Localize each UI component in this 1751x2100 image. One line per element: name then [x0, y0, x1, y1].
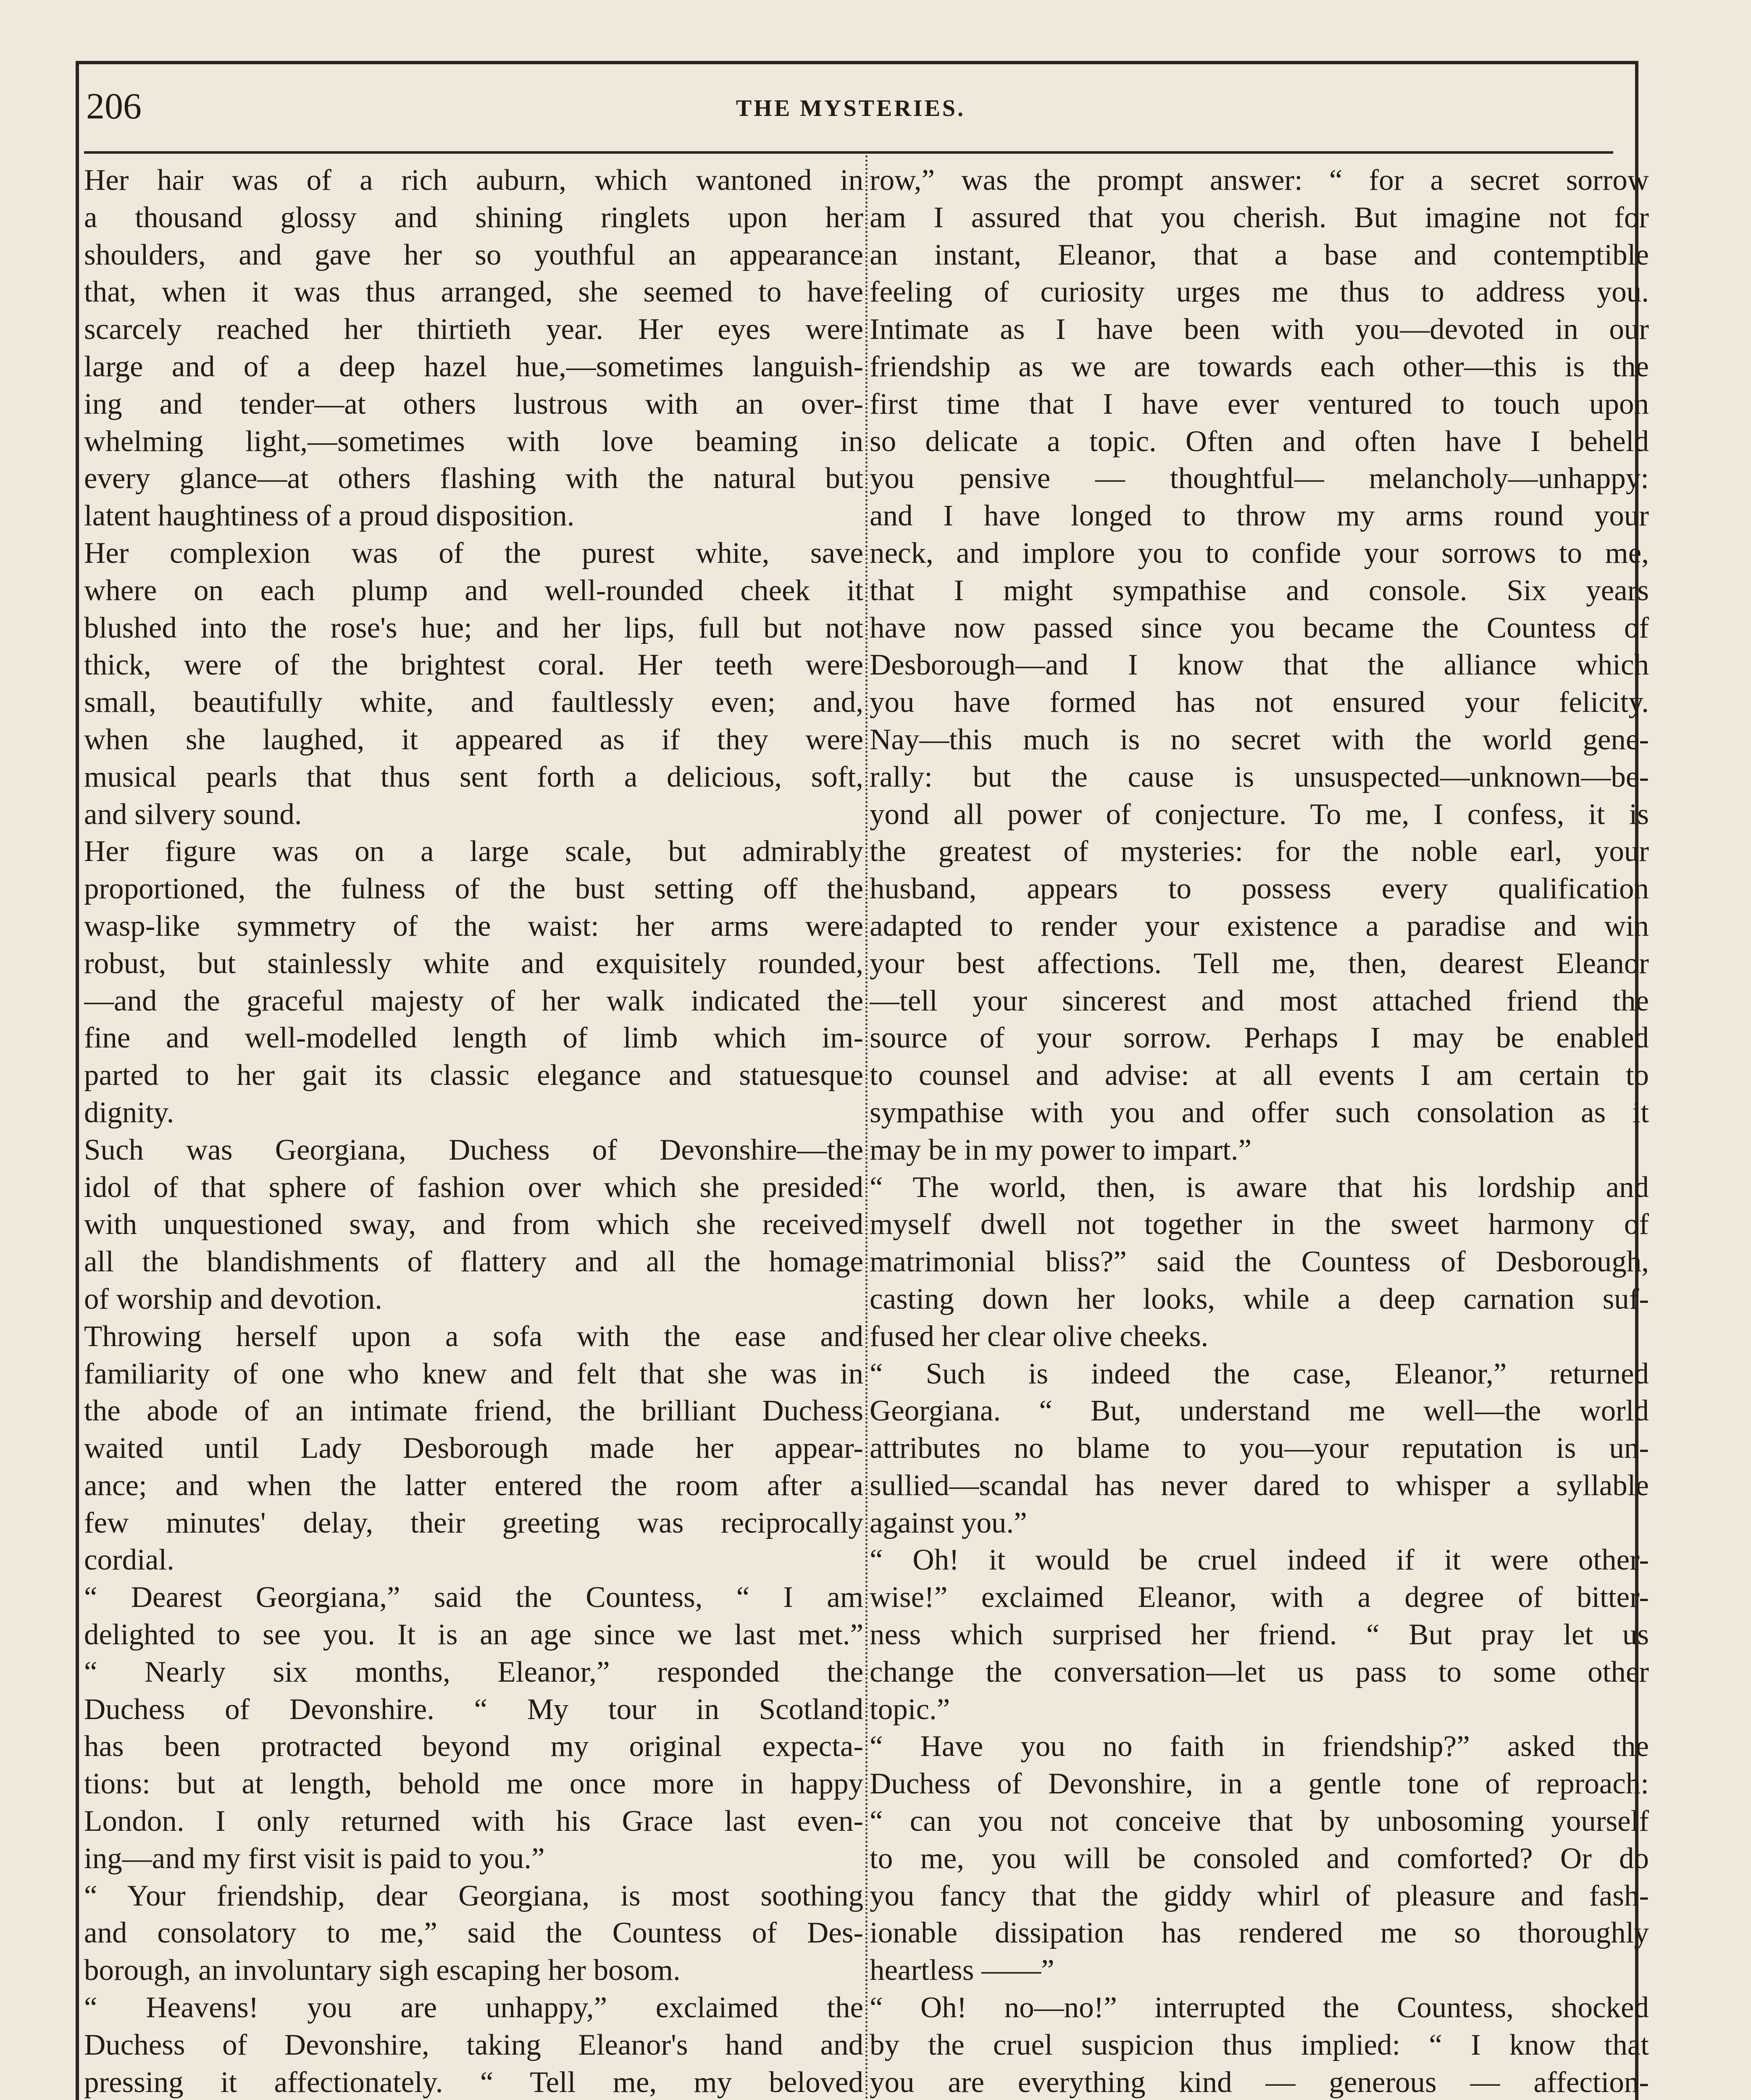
text-line: all the blandishments of flattery and all the homage: [84, 1245, 863, 1278]
text-line: thick, were of the brightest coral. Her teeth were: [84, 648, 863, 682]
text-line: Georgiana. “ But, understand me well—the world: [870, 1394, 1649, 1428]
text-line: casting down her looks, while a deep carnation suf-: [870, 1282, 1649, 1315]
text-line: you fancy that the giddy whirl of pleasure and fash-: [870, 1879, 1649, 1912]
text-line: Throwing herself upon a sofa with the ease and: [84, 1320, 863, 1353]
text-line: idol of that sphere of fashion over which she presided: [84, 1171, 863, 1204]
running-head: THE MYSTERIES.: [736, 95, 966, 121]
text-line: with unquestioned sway, and from which she received: [84, 1208, 863, 1241]
text-line: ness which surprised her friend. “ But pray let us: [870, 1618, 1649, 1651]
text-line: have now passed since you became the Countess of: [870, 611, 1649, 644]
text-line: every glance—at others flashing with the natural but: [84, 462, 863, 495]
text-line: “ Dearest Georgiana,” said the Countess, “ I am: [84, 1581, 863, 1614]
text-line: “ Oh! no—no!” interrupted the Countess, shocked: [870, 1991, 1649, 2024]
text-line: “ Oh! it would be cruel indeed if it were other-: [870, 1544, 1649, 1577]
text-line: where on each plump and well-rounded cheek it: [84, 574, 863, 607]
text-line: “ Have you no faith in friendship?” asked the: [870, 1730, 1649, 1763]
text-line: source of your sorrow. Perhaps I may be enabled: [870, 1021, 1649, 1055]
text-line: Nay—this much is no secret with the world gene-: [870, 723, 1649, 756]
text-line: an instant, Eleanor, that a base and contemptible: [870, 238, 1649, 271]
text-line: large and of a deep hazel hue,—sometimes languish-: [84, 350, 863, 383]
text-line: and I have longed to throw my arms round your: [870, 499, 1649, 533]
text-line: Her complexion was of the purest white, save: [84, 536, 863, 570]
text-line: against you.”: [870, 1506, 1027, 1539]
text-line: your best affections. Tell me, then, dearest Eleanor: [870, 947, 1649, 980]
text-line: ing—and my first visit is paid to you.”: [84, 1842, 545, 1875]
text-line: that I might sympathise and console. Six years: [870, 574, 1649, 607]
text-line: friendship as we are towards each other—this is the: [870, 350, 1649, 383]
text-line: by the cruel suspicion thus implied: “ I know that: [870, 2028, 1649, 2061]
text-line: sympathise with you and offer such consolation as it: [870, 1096, 1649, 1129]
text-line: and consolatory to me,” said the Countess of Des-: [84, 1916, 863, 1950]
text-line: London. I only returned with his Grace last even-: [84, 1805, 863, 1838]
text-line: attributes no blame to you—your reputation is un-: [870, 1432, 1649, 1465]
column-divider: [865, 155, 868, 2100]
text-line: Duchess of Devonshire. “ My tour in Scotland: [84, 1693, 863, 1726]
text-line: Such was Georgiana, Duchess of Devonshire—the: [84, 1133, 863, 1166]
text-line: “ Nearly six months, Eleanor,” responded the: [84, 1655, 863, 1688]
text-line: tions: but at length, behold me once more in happy: [84, 1767, 863, 1801]
text-line: waited until Lady Desborough made her appear-: [84, 1432, 863, 1465]
text-line: neck, and implore you to confide your sorrows to me,: [870, 536, 1649, 570]
text-line: row,” was the prompt answer: “ for a secret sorrow: [870, 164, 1649, 197]
text-line: when she laughed, it appeared as if they were: [84, 723, 863, 756]
text-line: wise!” exclaimed Eleanor, with a degree of bitter-: [870, 1581, 1649, 1614]
text-line: you have formed has not ensured your felicity.: [870, 686, 1649, 719]
text-line: ance; and when the latter entered the room after a: [84, 1469, 863, 1502]
text-line: few minutes' delay, their greeting was reciprocally: [84, 1506, 863, 1539]
text-line: wasp-like symmetry of the waist: her arms were: [84, 909, 863, 942]
text-line: ing and tender—at others lustrous with an over-: [84, 387, 863, 420]
text-line: Her figure was on a large scale, but admirably: [84, 835, 863, 868]
text-line: musical pearls that thus sent forth a delicious, soft,: [84, 760, 863, 793]
text-line: delighted to see you. It is an age since we last met.”: [84, 1618, 863, 1651]
text-line: you are everything kind — generous — affection-: [870, 2066, 1649, 2099]
page-number: 206: [86, 86, 142, 127]
text-line: “ Such is indeed the case, Eleanor,” returned: [870, 1357, 1649, 1390]
text-line: that, when it was thus arranged, she seemed to have: [84, 276, 863, 309]
text-line: dignity.: [84, 1096, 174, 1129]
text-line: yond all power of conjecture. To me, I confess, it is: [870, 798, 1649, 831]
text-line: feeling of curiosity urges me thus to address you.: [870, 276, 1649, 309]
text-line: adapted to render your existence a paradise and win: [870, 909, 1649, 942]
text-line: cordial.: [84, 1544, 174, 1577]
text-line: “ Your friendship, dear Georgiana, is most soothing: [84, 1879, 863, 1912]
text-line: fused her clear olive cheeks.: [870, 1320, 1209, 1353]
text-line: change the conversation—let us pass to some other: [870, 1655, 1649, 1688]
text-line: myself dwell not together in the sweet harmony of: [870, 1208, 1649, 1241]
text-line: pressing it affectionately. “ Tell me, my beloved: [84, 2066, 863, 2099]
text-line: husband, appears to possess every qualification: [870, 872, 1649, 906]
text-line: first time that I have ever ventured to touch upon: [870, 387, 1649, 420]
text-line: ionable dissipation has rendered me so thoroughly: [870, 1916, 1649, 1950]
text-line: Desborough—and I know that the alliance which: [870, 648, 1649, 682]
text-line: small, beautifully white, and faultlessly even; and,: [84, 686, 863, 719]
text-line: the abode of an intimate friend, the brilliant Duchess: [84, 1394, 863, 1428]
text-line: to me, you will be consoled and comforted? Or do: [870, 1842, 1649, 1875]
text-line: has been protracted beyond my original expecta-: [84, 1730, 863, 1763]
text-line: and silvery sound.: [84, 798, 302, 831]
text-line: shoulders, and gave her so youthful an appearance: [84, 238, 863, 271]
text-line: Intimate as I have been with you—devoted in our: [870, 313, 1649, 346]
text-line: heartless ——”: [870, 1954, 1054, 1987]
right-text-column: [870, 162, 1649, 2100]
text-line: scarcely reached her thirtieth year. Her eyes were: [84, 313, 863, 346]
text-line: Duchess of Devonshire, taking Eleanor's hand and: [84, 2028, 863, 2061]
text-line: rally: but the cause is unsuspected—unknown—be-: [870, 760, 1649, 793]
text-line: Her hair was of a rich auburn, which wantoned in: [84, 164, 863, 197]
text-line: —tell your sincerest and most attached friend the: [870, 984, 1649, 1017]
text-line: to counsel and advise: at all events I am certain to: [870, 1059, 1649, 1092]
text-line: the greatest of mysteries: for the noble earl, your: [870, 835, 1649, 868]
text-line: of worship and devotion.: [84, 1282, 382, 1315]
text-line: fine and well-modelled length of limb which im-: [84, 1021, 863, 1055]
text-line: am I assured that you cherish. But imagine not for: [870, 201, 1649, 234]
text-line: “ The world, then, is aware that his lordship and: [870, 1171, 1649, 1204]
text-line: topic.”: [870, 1693, 950, 1726]
text-line: so delicate a topic. Often and often have I beheld: [870, 425, 1649, 458]
text-line: robust, but stainlessly white and exquisitely rounded,: [84, 947, 863, 980]
text-line: borough, an involuntary sigh escaping her bosom.: [84, 1954, 681, 1987]
text-line: sullied—scandal has never dared to whisper a syllable: [870, 1469, 1649, 1502]
text-line: you pensive — thoughtful— melancholy—unhappy:: [870, 462, 1649, 495]
text-line: may be in my power to impart.”: [870, 1133, 1251, 1166]
text-line: latent haughtiness of a proud disposition.: [84, 499, 575, 533]
text-line: proportioned, the fulness of the bust setting off the: [84, 872, 863, 906]
text-line: parted to her gait its classic elegance and statuesque: [84, 1059, 863, 1092]
text-line: Duchess of Devonshire, in a gentle tone of reproach:: [870, 1767, 1649, 1801]
text-line: matrimonial bliss?” said the Countess of Desborough,: [870, 1245, 1649, 1278]
text-line: —and the graceful majesty of her walk indicated the: [84, 984, 863, 1017]
text-line: blushed into the rose's hue; and her lips, full but not: [84, 611, 863, 644]
header-rule: [84, 151, 1613, 154]
text-line: whelming light,—sometimes with love beaming in: [84, 425, 863, 458]
text-line: “ can you not conceive that by unbosoming yourself: [870, 1805, 1649, 1838]
text-line: “ Heavens! you are unhappy,” exclaimed the: [84, 1991, 863, 2024]
left-text-column: [84, 162, 863, 2100]
text-line: familiarity of one who knew and felt that she was in: [84, 1357, 863, 1390]
text-line: a thousand glossy and shining ringlets upon her: [84, 201, 863, 234]
